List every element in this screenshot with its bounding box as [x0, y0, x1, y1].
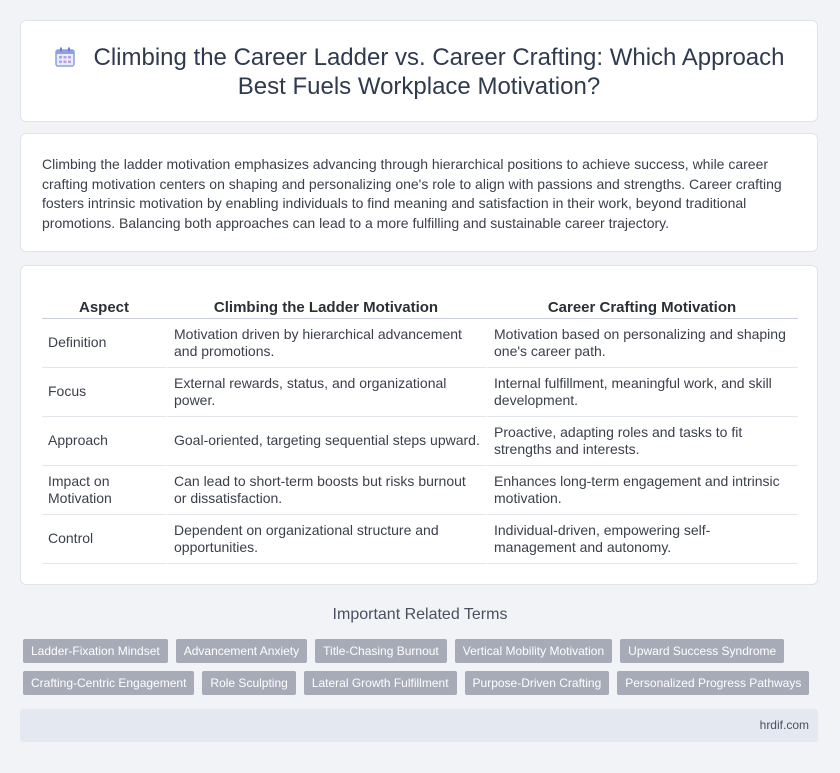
footer-site-link[interactable]: hrdif.com	[759, 718, 809, 732]
comparison-table	[42, 296, 798, 564]
term-tag[interactable]: Ladder-Fixation Mindset	[23, 639, 168, 663]
intro-card	[20, 133, 818, 252]
footer-bar	[20, 709, 818, 742]
comparison-card	[20, 265, 818, 585]
calendar-icon	[54, 46, 76, 68]
table-row	[42, 466, 798, 515]
cell-craft: Individual-driven, empowering self-management and autonomy.	[486, 515, 798, 564]
title-card	[20, 20, 818, 122]
term-tag[interactable]: Advancement Anxiety	[176, 639, 307, 663]
table-row	[42, 368, 798, 417]
header-craft: Career Crafting Motivation	[486, 296, 798, 319]
related-terms-heading: Important Related Terms	[332, 606, 508, 623]
intro-paragraph: Climbing the ladder motivation emphasizes advancing through hierarchical positions to achieve success, while career crafting motivation centers on shaping and personalizing one's role to align with passions and strengths. Career crafting fosters intrinsic motivation by enabling individuals to find meaning and satisfaction in their work, beyond traditional promotions. Balancing both approaches can lead to a more fulfilling and sustainable career trajectory.	[42, 156, 782, 231]
table-row	[42, 515, 798, 564]
cell-ladder: Dependent on organizational structure and opportunities.	[166, 515, 486, 564]
term-tag[interactable]: Personalized Progress Pathways	[617, 671, 809, 695]
term-tag[interactable]: Purpose-Driven Crafting	[465, 671, 610, 695]
cell-ladder: Can lead to short-term boosts but risks burnout or dissatisfaction.	[166, 466, 486, 515]
term-tag[interactable]: Role Sculpting	[202, 671, 295, 695]
cell-aspect: Impact on Motivation	[42, 466, 166, 515]
cell-aspect: Control	[42, 515, 166, 564]
table-row	[42, 417, 798, 466]
page-title-text: Climbing the Career Ladder vs. Career Crafting: Which Approach Best Fuels Workplace Motivation?	[93, 44, 785, 100]
cell-aspect: Definition	[42, 319, 166, 368]
table-row	[42, 319, 798, 368]
terms-row	[23, 671, 813, 695]
page-title	[51, 43, 787, 101]
terms-row	[23, 639, 813, 663]
cell-aspect: Approach	[42, 417, 166, 466]
term-tag[interactable]: Lateral Growth Fulfillment	[304, 671, 457, 695]
cell-craft: Proactive, adapting roles and tasks to fit strengths and interests.	[486, 417, 798, 466]
related-terms	[23, 639, 813, 703]
term-tag[interactable]: Title-Chasing Burnout	[315, 639, 447, 663]
table-header-row	[42, 296, 798, 319]
term-tag[interactable]: Crafting-Centric Engagement	[23, 671, 194, 695]
cell-craft: Internal fulfillment, meaningful work, and skill development.	[486, 368, 798, 417]
header-aspect: Aspect	[42, 296, 166, 319]
header-ladder: Climbing the Ladder Motivation	[166, 296, 486, 319]
cell-ladder: External rewards, status, and organizational power.	[166, 368, 486, 417]
cell-craft: Motivation based on personalizing and shaping one's career path.	[486, 319, 798, 368]
cell-ladder: Motivation driven by hierarchical advancement and promotions.	[166, 319, 486, 368]
cell-craft: Enhances long-term engagement and intrinsic motivation.	[486, 466, 798, 515]
term-tag[interactable]: Vertical Mobility Motivation	[455, 639, 612, 663]
term-tag[interactable]: Upward Success Syndrome	[620, 639, 784, 663]
cell-aspect: Focus	[42, 368, 166, 417]
cell-ladder: Goal-oriented, targeting sequential steps upward.	[166, 417, 486, 466]
